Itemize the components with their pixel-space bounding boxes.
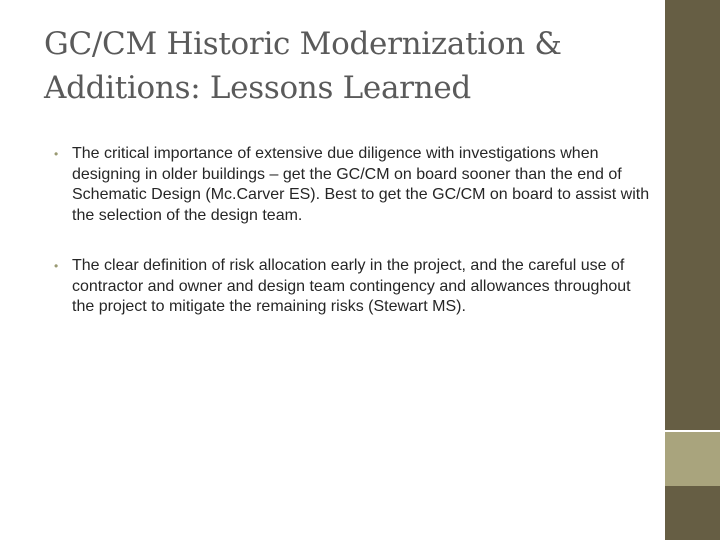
side-bar-accent-top [665, 0, 720, 432]
bullet-text: The critical importance of extensive due diligence with investigations when designing in older buildings – get the GC/CM on board sooner than the end of Schematic Design (Mc.Carver ES). Best to get the GC/CM on board to assist with the selection of the design team. [72, 145, 650, 224]
bullet-item [52, 144, 652, 226]
bullet-marker: • [54, 259, 59, 273]
bullet-marker: • [54, 147, 59, 161]
bullet-item [52, 256, 652, 318]
bullet-list [52, 144, 652, 318]
slide-title [44, 22, 654, 110]
bullet-text: The clear definition of risk allocation early in the project, and the careful use of contractor and owner and design team contingency and allowances throughout the project to mitigate the remaining risks (Stewart MS). [72, 257, 631, 315]
side-bar-accent-bottom [665, 486, 720, 540]
slide-title-line-2: Additions: Lessons Learned [44, 70, 471, 106]
side-bar-accent-light [665, 432, 720, 486]
slide-title-line-1: GC/CM Historic Modernization & [44, 26, 562, 62]
